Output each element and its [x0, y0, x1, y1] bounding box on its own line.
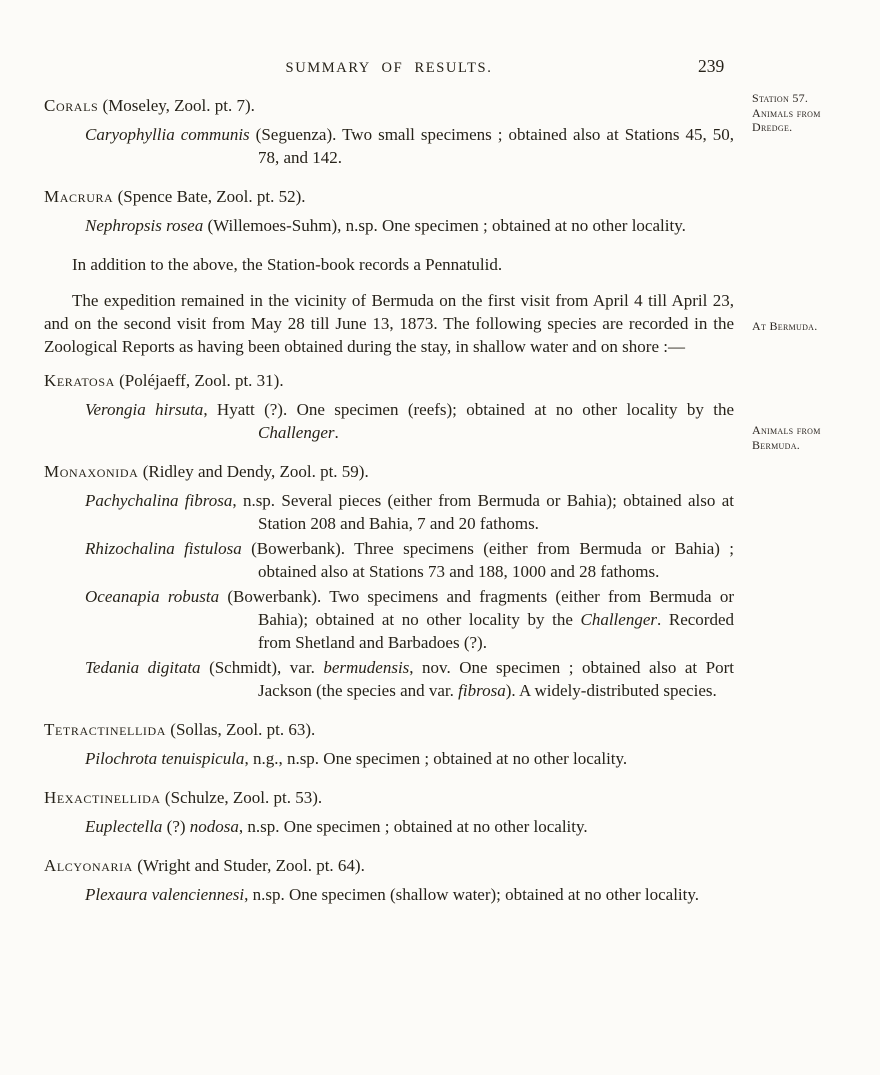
entry-rhizochalina-fistulosa: Rhizochalina fistulosa (Bowerbank). Three specimens (either from Bermuda or Bahia) ; obtained also at Stations 73 and 188, 1000 and 28 fathoms. — [85, 539, 735, 581]
section-keratosa — [44, 369, 734, 444]
heading-corals: Corals (Moseley, Zool. pt. 7). — [44, 96, 255, 115]
section-alcyonaria — [44, 854, 734, 906]
entry-tedania-digitata: Tedania digitata (Schmidt), var. bermudensis, nov. One specimen ; obtained also at Port Jackson (the species and var. fibrosa). A widely-distributed species. — [85, 658, 734, 700]
margin-note-line: Dredge. — [752, 120, 793, 134]
margin-note-line: Animals from — [752, 105, 821, 120]
entry-verongia-hirsuta: Verongia hirsuta, Hyatt (?). One specimen (reefs); obtained at no other locality by the Challenger. — [85, 400, 735, 442]
heading-alcyonaria: Alcyonaria (Wright and Studer, Zool. pt. 64). — [44, 856, 365, 875]
paragraph-expedition: The expedition remained in the vicinity of Bermuda on the first visit from April 4 till April 23, and on the second visit from May 28 till June 13, 1873. The following species are recorded in the Zoological Reports as having been obtained during the stay, in shallow water and on shore :— — [44, 291, 734, 356]
heading-macrura: Macrura (Spence Bate, Zool. pt. 52). — [44, 187, 306, 206]
heading-keratosa: Keratosa (Poléjaeff, Zool. pt. 31). — [44, 371, 284, 390]
main-text-column — [44, 94, 734, 922]
margin-note-line: Animals from — [752, 423, 821, 437]
entry-pilochrota-tenuispicula: Pilochrota tenuispicula, n.g., n.sp. One specimen ; obtained at no other locality. — [85, 749, 628, 768]
entry-nephropsis-rosea: Nephropsis rosea (Willemoes-Suhm), n.sp. One specimen ; obtained at no other locality. — [85, 216, 686, 235]
entry-plexaura-valenciennesi: Plexaura valenciennesi, n.sp. One specimen (shallow water); obtained at no other locality. — [85, 885, 700, 904]
section-monaxonida — [44, 460, 734, 702]
margin-note-animals-from-bermuda — [752, 423, 872, 452]
margin-note-line: Bermuda. — [752, 437, 801, 452]
entry-euplectella-nodosa: Euplectella (?) nodosa, n.sp. One specimen ; obtained at no other locality. — [85, 817, 588, 836]
margin-note-line: At Bermuda. — [752, 319, 818, 333]
section-hexactinellida — [44, 786, 734, 838]
section-corals — [44, 94, 734, 169]
section-tetractinellida — [44, 718, 734, 770]
running-head: SUMMARY OF RESULTS. — [285, 60, 493, 76]
paragraph-pennatulid: In addition to the above, the Station-book records a Pennatulid. — [72, 255, 503, 274]
heading-tetractinellida: Tetractinellida (Sollas, Zool. pt. 63). — [44, 720, 316, 739]
entry-oceanapia-robusta: Oceanapia robusta (Bowerbank). Two specimens and fragments (either from Bermuda or Bahia); obtained at no other locality by the Challenger. Recorded from Shetland and Barbadoes (?). — [85, 587, 734, 652]
section-macrura — [44, 185, 734, 237]
heading-hexactinellida: Hexactinellida (Schulze, Zool. pt. 53). — [44, 788, 323, 807]
entry-caryophyllia-communis: Caryophyllia communis (Seguenza). Two small specimens ; obtained also at Stations 45, 50, 78, and 142. — [85, 125, 735, 167]
heading-monaxonida: Monaxonida (Ridley and Dendy, Zool. pt. 59). — [44, 462, 369, 481]
page-number: 239 — [698, 56, 725, 76]
entry-pachychalina-fibrosa: Pachychalina fibrosa, n.sp. Several pieces (either from Bermuda or Bahia); obtained also at Station 208 and Bahia, 7 and 20 fathoms. — [85, 491, 734, 533]
margin-note-line: Station 57. — [752, 91, 809, 105]
margin-note-station-57 — [752, 91, 872, 135]
margin-note-at-bermuda — [752, 319, 872, 334]
